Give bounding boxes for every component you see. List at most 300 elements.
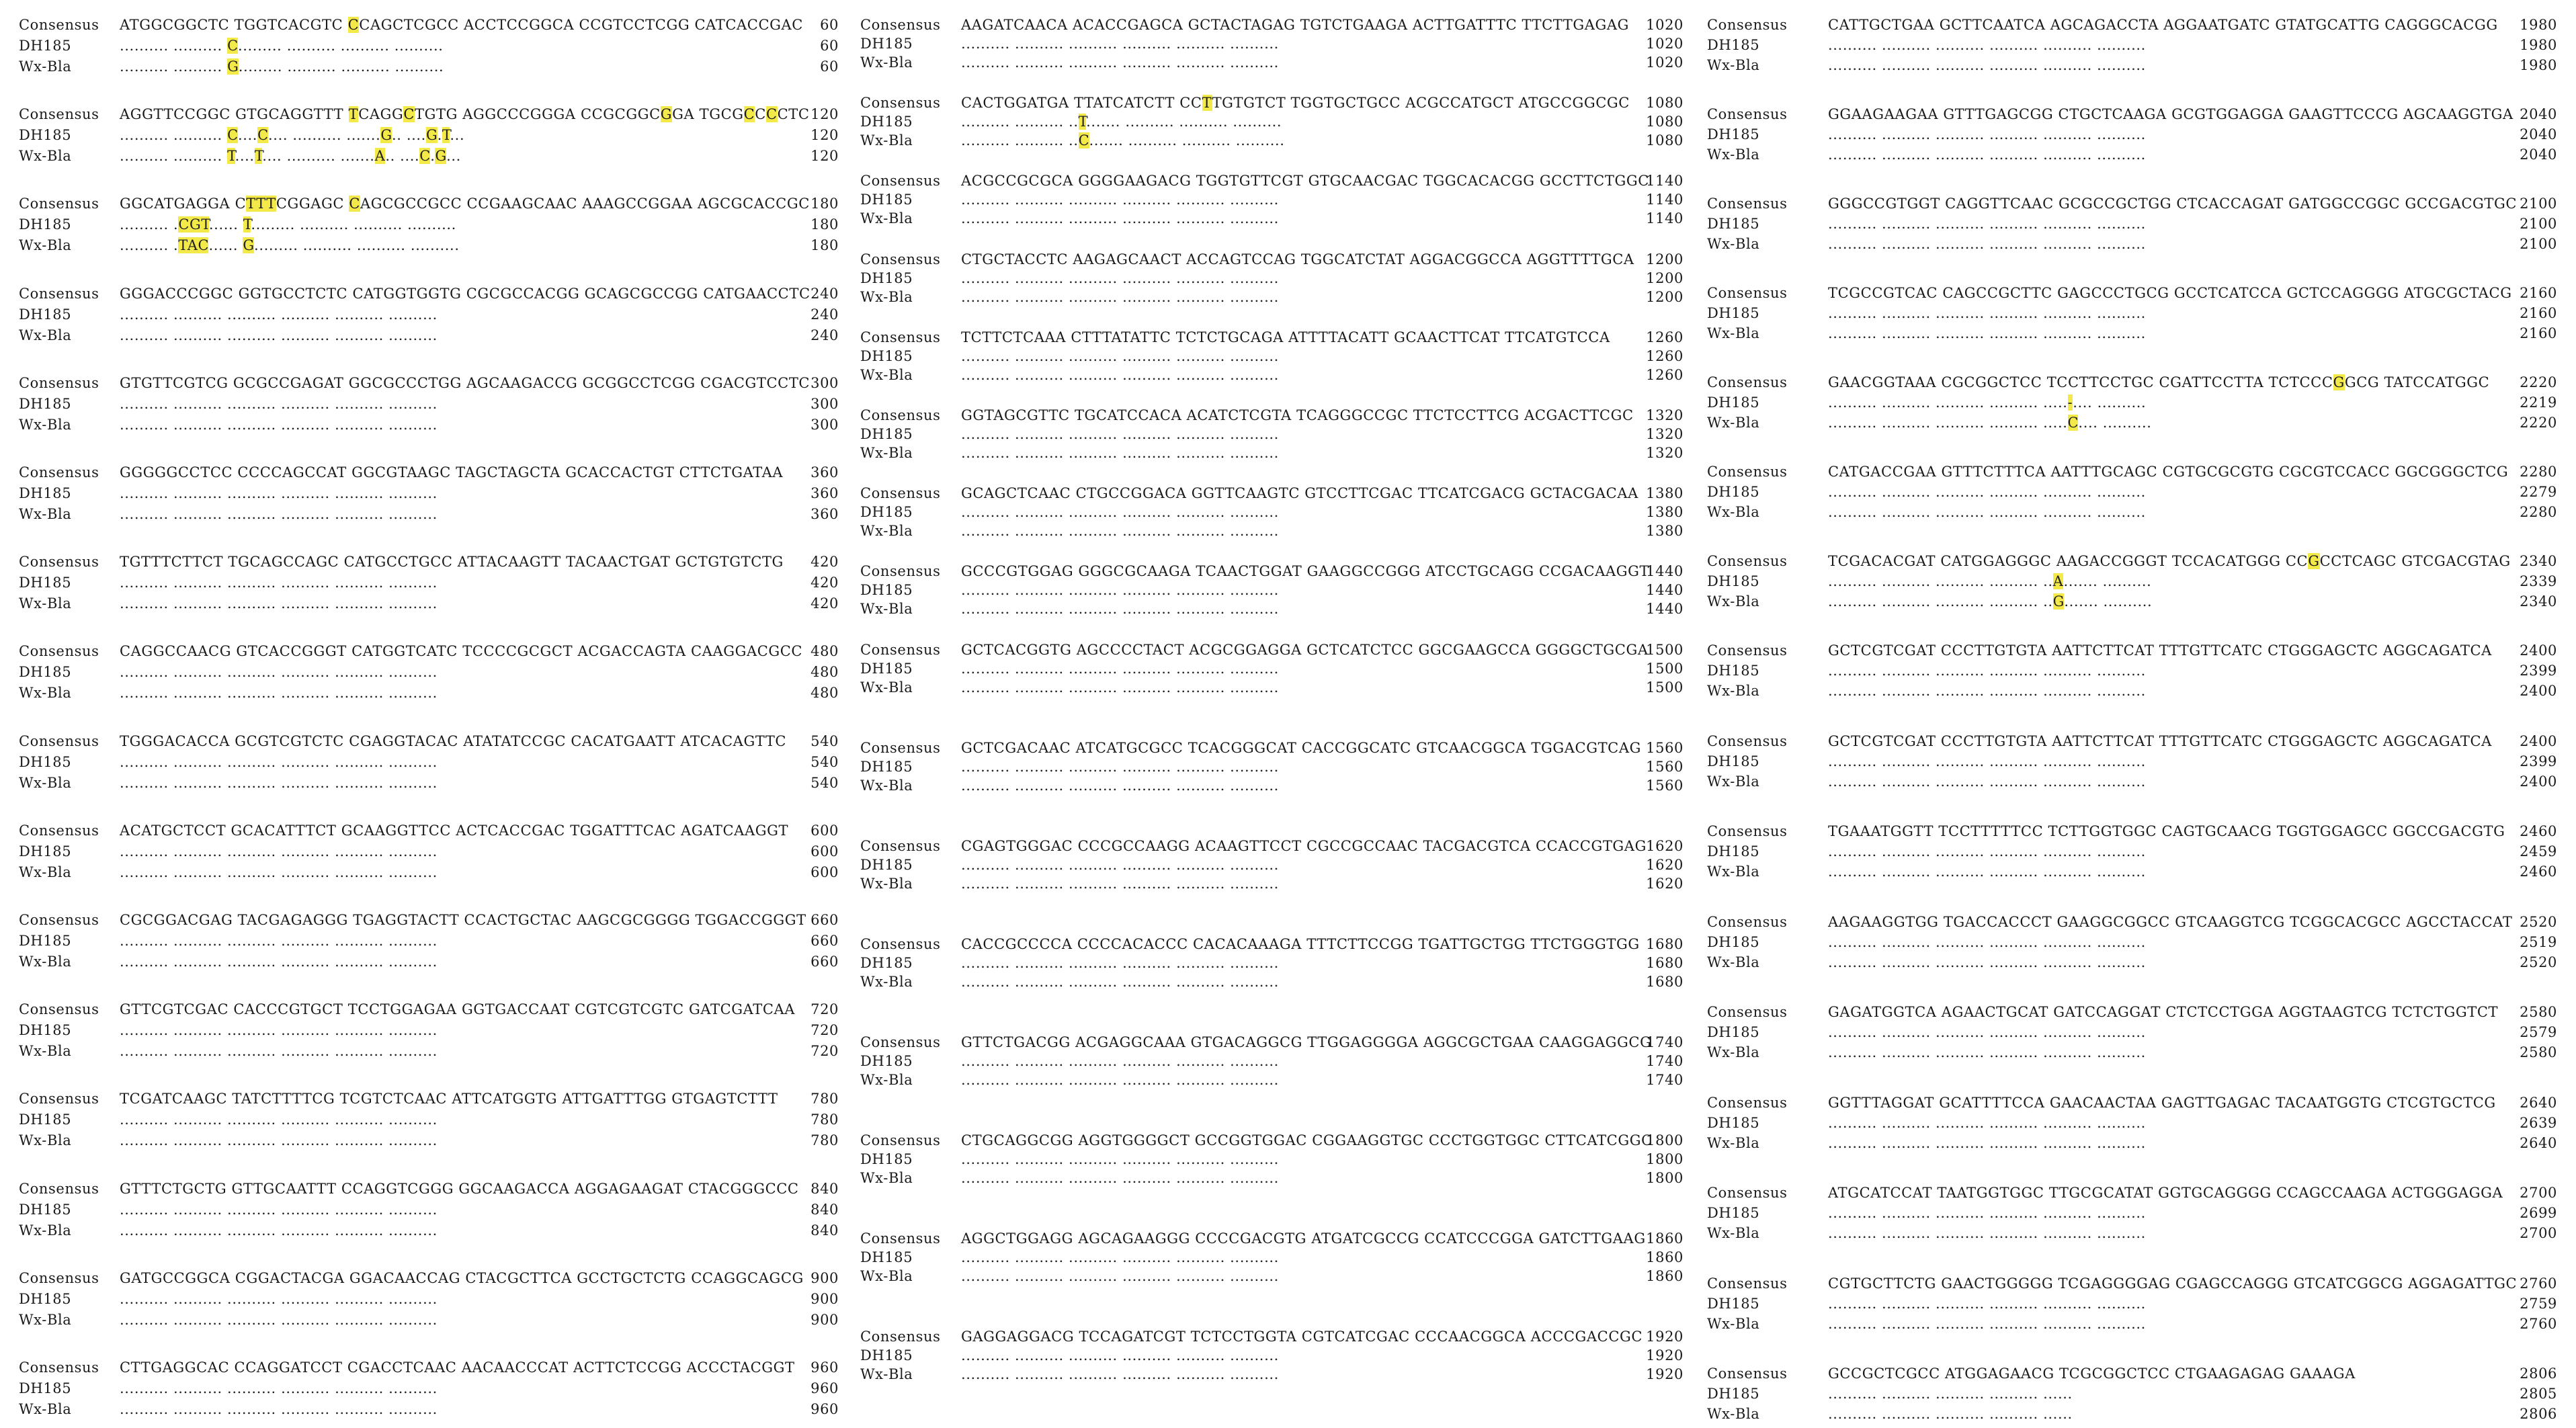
sequence-name-label: DH185 [860,1347,913,1363]
position-number: 60 [820,58,839,75]
position-number: 1380 [1646,485,1684,502]
sequence-name-label: Consensus [860,251,941,267]
sequence-name-label: Wx-Bla [19,1222,72,1238]
position-number: 1320 [1646,407,1684,423]
sequence-name-label: Wx-Bla [860,875,913,892]
sequence-text: .......... .......... .......... .......... .......... .......... [961,1052,1279,1069]
sequence-text: .......... .......... .......... .......... .......... .......... [1828,1134,2146,1151]
position-number: 360 [811,464,839,480]
sequence-name-label: Consensus [19,643,99,660]
sequence-text: GTTCTGACGG ACGAGGCAAA GTGACAGGCG TTGGAGGGGA AGGCGCTGAA CAAGGAGGCG [961,1034,1652,1050]
sequence-name-label: Consensus [19,1001,99,1018]
position-number: 960 [811,1359,839,1376]
sequence-name-label: DH185 [19,1380,72,1396]
sequence-name-label: Wx-Bla [19,685,72,702]
sequence-text: .......... .......... .......... .......... .......... .......... [120,575,438,591]
position-number: 480 [811,685,839,702]
sequence-text: GCTCACGGTG AGCCCCTACT ACGCGGAGGA GCTCATCTCC GGCGAAGCCA GGGGCTGCGA [961,641,1649,658]
sequence-name-label: Wx-Bla [860,1366,913,1382]
position-number: 1560 [1646,758,1684,775]
position-number: 840 [811,1222,839,1238]
sequence-name-label: Consensus [860,837,941,854]
position-number: 2459 [2520,843,2557,859]
position-number: 1380 [1646,523,1684,540]
sequence-text: CGAGTGGGAC CCCGCCAAGG ACAAGTTCCT CGCCGCCAAC TACGACGTCA CCACCGTGAG [961,837,1647,854]
position-number: 1740 [1646,1071,1684,1088]
position-number: 2400 [2520,642,2557,659]
sequence-name-label: Wx-Bla [1707,593,1760,610]
position-number: 1020 [1646,17,1684,33]
position-number: 1740 [1646,1052,1684,1069]
sequence-name-label: DH185 [1707,394,1760,411]
position-number: 2280 [2520,504,2557,520]
sequence-name-label: Consensus [1707,285,1788,301]
sequence-name-label: DH185 [860,504,913,521]
sequence-text: .......... .......... .......... .......... .......... .......... [1828,1295,2146,1312]
position-number: 2700 [2520,1225,2557,1241]
sequence-text: AAGAAGGTGG TGACCACCCT GAAGGCGGCC GTCAAGGTCG TCGGCACGCC AGCCTACCAT [1828,913,2513,930]
sequence-name-label: Consensus [19,912,99,928]
sequence-text: .......... .TAC...... G......... .......... .......... .......... [120,237,460,254]
sequence-name-label: DH185 [860,36,913,52]
sequence-name-label: DH185 [19,664,72,681]
sequence-name-label: Wx-Bla [860,1169,913,1186]
sequence-name-label: DH185 [19,306,72,323]
sequence-name-label: Consensus [1707,17,1788,33]
sequence-text: .......... .......... .......... .......... .......... .......... [1828,504,2146,520]
sequence-text: CATTGCTGAA GCTTCAATCA AGCAGACCTA AGGAATGATC GTATGCATTG CAGGGCACGG [1828,17,2498,33]
position-number: 660 [811,933,839,949]
sequence-text: .......... .......... .......... .......... .......... .......... [120,1290,438,1307]
sequence-name-label: Wx-Bla [860,54,913,71]
sequence-name-label: Consensus [860,739,941,756]
sequence-text: .......... .......... .......... .......... .......... .......... [961,1366,1279,1382]
sequence-text: .......... .......... .......... .......... .......... .......... [1828,843,2146,859]
sequence-text: GGCATGAGGA CTTTCGGAGC CAGCGCCGCC CCGAAGCAAC AAAGCCGGAA AGCGCACCGC [120,196,810,212]
position-number: 1500 [1646,679,1684,696]
sequence-text: .......... .......... .......... .......... .......... .......... [120,1401,438,1417]
sequence-name-label: DH185 [19,1290,72,1307]
sequence-name-label: DH185 [19,1022,72,1039]
sequence-name-label: DH185 [860,426,913,442]
position-number: 660 [811,912,839,928]
sequence-text: .......... .......... .......... .......... .......... .......... [120,664,438,681]
sequence-name-label: Consensus [1707,553,1788,569]
sequence-text: .......... .......... .......... .......... .......... .......... [120,1311,438,1328]
sequence-text: .......... .......... .......... .......... ..A....... .......... [1828,573,2152,589]
sequence-text: .......... .......... .......... .......... .......... .......... [120,506,438,522]
sequence-name-label: DH185 [860,660,913,677]
sequence-name-label: Consensus [1707,1185,1788,1201]
sequence-text: .......... .......... .......... .......... .......... .......... [120,416,438,433]
position-number: 1260 [1646,366,1684,383]
position-number: 2640 [2520,1134,2557,1151]
position-number: 780 [811,1091,839,1107]
sequence-text: .......... .......... .......... .......... .......... .......... [961,758,1279,775]
position-number: 1620 [1646,856,1684,873]
sequence-text: .......... .......... .......... .......... .......... .......... [120,864,438,880]
sequence-text: GCTCGTCGAT CCCTTGTGTA AATTCTTCAT TTTGTTCATC CTGGGAGCTC AGGCAGATCA [1828,642,2492,659]
position-number: 2760 [2520,1275,2557,1292]
sequence-name-label: DH185 [860,347,913,364]
position-number: 1020 [1646,36,1684,52]
sequence-text: ATGCATCCAT TAATGGTGGC TTGCGCATAT GGTGCAGGGG CCAGCCAAGA ACTGGGAGGA [1828,1185,2503,1201]
position-number: 720 [811,1022,839,1039]
position-number: 2100 [2520,216,2557,232]
position-number: 2580 [2520,1044,2557,1060]
sequence-text: .......... .......... ..T....... .......... .......... .......... [961,114,1282,130]
position-number: 2400 [2520,773,2557,790]
sequence-text: .......... .......... .......... .......... .......... .......... [1828,146,2146,163]
sequence-name-label: DH185 [860,114,913,130]
sequence-name-label: DH185 [860,954,913,971]
sequence-text: .......... .......... .......... .......... .......... .......... [120,1380,438,1396]
position-number: 2805 [2520,1386,2557,1402]
position-number: 720 [811,1001,839,1018]
sequence-text: TGTTTCTTCT TGCAGCCAGC CATGCCTGCC ATTACAAGTT TACAACTGAT GCTGTGTCTG [120,554,784,571]
position-number: 1560 [1646,739,1684,756]
sequence-name-label: DH185 [1707,37,1760,53]
sequence-name-label: Wx-Bla [19,58,72,75]
position-number: 1980 [2520,57,2557,73]
position-number: 1620 [1646,837,1684,854]
position-number: 2640 [2520,1094,2557,1111]
position-number: 360 [811,506,839,522]
sequence-text: GGAAGAAGAA GTTTGAGCGG CTGCTCAAGA GCGTGGAGGA GAAGTTCCCG AGCAAGGTGA [1828,106,2513,122]
sequence-text: .......... .......... .......... .......... .......... .......... [961,660,1279,677]
sequence-name-label: DH185 [1707,305,1760,321]
position-number: 960 [811,1401,839,1417]
sequence-text: GTGTTCGTCG GCGCCGAGAT GGCGCCCTGG AGCAAGACCG GCGGCCTCGG CGACGTCCTC [120,374,811,391]
sequence-name-label: Consensus [1707,374,1788,390]
sequence-name-label: Consensus [1707,823,1788,839]
position-number: 2339 [2520,573,2557,589]
position-number: 2520 [2520,913,2557,930]
sequence-text: AAGATCAACA ACACCGAGCA GCTACTAGAG TGTCTGAAGA ACTTGATTTC TTCTTGAGAG [961,17,1630,33]
position-number: 1080 [1646,132,1684,149]
position-number: 180 [811,216,839,233]
sequence-text: .......... .......... .......... .......... .......... .......... [961,426,1279,442]
position-number: 240 [811,306,839,323]
position-number: 2160 [2520,325,2557,341]
position-number: 1620 [1646,875,1684,892]
sequence-name-label: Wx-Bla [860,288,913,305]
position-number: 1560 [1646,777,1684,794]
sequence-text: .......... .......... .......... .......... ...... [1828,1406,2073,1422]
sequence-text: .......... .......... .......... .......... .......... .......... [961,856,1279,873]
sequence-name-label: DH185 [1707,1205,1760,1221]
position-number: 1440 [1646,563,1684,580]
sequence-name-label: Consensus [19,106,99,123]
sequence-name-label: Consensus [1707,1366,1788,1382]
sequence-text: .......... .......... .......... .......... .......... .......... [120,1022,438,1039]
sequence-text: .......... .......... .......... .......... .......... .......... [120,1201,438,1218]
sequence-text: .......... .......... .......... .......... .......... .......... [961,875,1279,892]
sequence-text: .......... .......... .......... .......... .......... .......... [1828,663,2146,679]
sequence-name-label: Consensus [19,464,99,480]
sequence-name-label: Wx-Bla [19,237,72,254]
position-number: 2100 [2520,196,2557,212]
sequence-text: CAGGCCAACG GTCACCGGGT CATGGTCATC TCCCCGCGCT ACGACCAGTA CAAGGACGCC [120,643,803,660]
sequence-text: CACTGGATGA TTATCATCTT CCTTGTGTCT TGGTGCTGCC ACGCCATGCT ATGCCGGCGC [961,95,1630,112]
position-number: 780 [811,1111,839,1128]
position-number: 600 [811,822,839,839]
sequence-name-label: DH185 [1707,843,1760,859]
sequence-text: GCCCGTGGAG GGGCGCAAGA TCAACTGGAT GAAGGCCGGG ATCCTGCAGG CCGACAAGGT [961,563,1650,580]
sequence-text: .......... .......... .......... .......... .......... .......... [961,210,1279,227]
position-number: 180 [811,196,839,212]
sequence-name-label: Wx-Bla [1707,773,1760,790]
sequence-name-label: DH185 [860,582,913,599]
sequence-name-label: Consensus [19,17,99,33]
sequence-name-label: Consensus [1707,913,1788,930]
sequence-name-label: Consensus [860,173,941,190]
position-number: 1320 [1646,426,1684,442]
sequence-text: GGTAGCGTTC TGCATCCACA ACATCTCGTA TCAGGGCCGC TTCTCCTTCG ACGACTTCGC [961,407,1634,423]
sequence-name-label: DH185 [19,485,72,501]
sequence-text: ACGCCGCGCA GGGGAAGACG TGGTGTTCGT GTGCAACGAC TGGCACACGG GCCTTCTGGC [961,173,1649,190]
sequence-text: .......... .......... .......... .......... .......... .......... [961,366,1279,383]
position-number: 1800 [1646,1132,1684,1148]
sequence-name-label: Wx-Bla [1707,325,1760,341]
sequence-text: .......... .......... .......... .......... .......... .......... [1828,1315,2146,1332]
sequence-name-label: Consensus [1707,196,1788,212]
position-number: 2160 [2520,285,2557,301]
position-number: 1440 [1646,582,1684,599]
position-number: 960 [811,1380,839,1396]
position-number: 900 [811,1269,839,1286]
position-number: 2040 [2520,146,2557,163]
position-number: 1320 [1646,445,1684,461]
sequence-name-label: DH185 [1707,1024,1760,1040]
position-number: 420 [811,595,839,612]
sequence-text: .......... .......... .......... .......... .......... .......... [120,1111,438,1128]
sequence-text: .......... .......... .......... .......... .......... .......... [1828,37,2146,53]
sequence-text: .......... .......... .......... .......... .......... .......... [1828,1205,2146,1221]
position-number: 780 [811,1132,839,1149]
position-number: 600 [811,843,839,859]
sequence-name-label: Wx-Bla [19,595,72,612]
sequence-name-label: Wx-Bla [19,1401,72,1417]
position-number: 2340 [2520,553,2557,569]
sequence-text: GGGCCGTGGT CAGGTTCAAC GCGCCGCTGG CTCACCAGAT GATGGCCGGC GCCGACGTGC [1828,196,2518,212]
position-number: 1800 [1646,1150,1684,1167]
position-number: 1980 [2520,37,2557,53]
sequence-name-label: Consensus [860,563,941,580]
sequence-name-label: Consensus [19,374,99,391]
sequence-text: .......... .......... .......... .......... .......... .......... [961,192,1279,208]
sequence-name-label: DH185 [19,395,72,412]
sequence-name-label: DH185 [860,856,913,873]
sequence-text: .......... .......... .......... .......... .......... .......... [961,954,1279,971]
position-number: 2520 [2520,954,2557,970]
position-number: 2699 [2520,1205,2557,1221]
sequence-text: .......... .......... .......... .......... .......... .......... [961,1267,1279,1284]
sequence-text: GTTCGTCGAC CACCCGTGCT TCCTGGAGAA GGTGACCAAT CGTCGTCGTC GATCGATCAA [120,1001,796,1018]
sequence-text: AGGTTCCGGC GTGCAGGTTT TCAGGCTGTG AGGCCCGGGA CCGCGGCGGA TGCGCCCCTC [120,106,810,123]
sequence-name-label: Consensus [860,407,941,423]
sequence-name-label: Consensus [860,95,941,112]
sequence-text: GGGGGCCTCC CCCCAGCCAT GGCGTAAGC TAGCTAGCTA GCACCACTGT CTTCTGATAA [120,464,784,480]
sequence-text: .......... .......... .......... .......... .......... .......... [961,1071,1279,1088]
sequence-text: .......... .......... .......... .......... .......... .......... [961,679,1279,696]
sequence-name-label: Wx-Bla [860,523,913,540]
sequence-text: CTTGAGGCAC CCAGGATCCT CGACCTCAAC AACAACCCAT ACTTCTCCGG ACCCTACGGT [120,1359,795,1376]
sequence-name-label: Consensus [860,1132,941,1148]
position-number: 540 [811,774,839,791]
position-number: 1500 [1646,660,1684,677]
position-number: 2040 [2520,106,2557,122]
sequence-text: .......... .......... .......... .......... .......... .......... [120,1132,438,1149]
position-number: 2160 [2520,305,2557,321]
position-number: 540 [811,732,839,749]
sequence-name-label: Wx-Bla [1707,954,1760,970]
sequence-text: .......... .......... .......... .......... .......... .......... [961,1347,1279,1363]
sequence-text: .......... .......... T....T.... .......... .......A.. ....C.G... [120,148,461,165]
position-number: 1140 [1646,173,1684,190]
sequence-name-label: DH185 [19,753,72,770]
position-number: 2460 [2520,823,2557,839]
sequence-name-label: Wx-Bla [1707,57,1760,73]
sequence-name-label: Consensus [860,935,941,952]
position-number: 1140 [1646,210,1684,227]
position-number: 300 [811,395,839,412]
sequence-text: .......... .......... .......... .......... .......... .......... [1828,325,2146,341]
position-number: 1800 [1646,1169,1684,1186]
sequence-text: .......... .......... .......... .......... .......... .......... [961,1169,1279,1186]
position-number: 2340 [2520,593,2557,610]
sequence-text: TGAAATGGTT TCCTTTTTCC TCTTGGTGGC CAGTGCAACG TGGTGGAGCC GGCCGACGTG [1828,823,2505,839]
position-number: 2280 [2520,464,2557,480]
position-number: 1080 [1646,95,1684,112]
sequence-text: GTTTCTGCTG GTTGCAATTT CCAGGTCGGG GGCAAGACCA AGGAGAAGAT CTACGGGCCC [120,1180,799,1197]
sequence-name-label: Wx-Bla [1707,504,1760,520]
sequence-name-label: Consensus [19,1359,99,1376]
sequence-name-label: Consensus [1707,1004,1788,1020]
sequence-text: .......... .......... .......... .......... .......... .......... [120,1043,438,1060]
position-number: 420 [811,575,839,591]
sequence-text: .......... .......... .......... .......... .......... .......... [1828,126,2146,142]
sequence-text: .......... .......... C......... .......... .......... .......... [120,38,444,54]
sequence-name-label: Wx-Bla [860,973,913,990]
sequence-name-label: Consensus [1707,1094,1788,1111]
sequence-name-label: DH185 [1707,933,1760,950]
sequence-text: .......... .......... .......... .......... .......... .......... [961,1249,1279,1265]
sequence-text: CACCGCCCCA CCCCACACCC CACACAAAGA TTTCTTCCGG TGATTGCTGG TTCTGGGTGG [961,935,1640,952]
sequence-text: ACATGCTCCT GCACATTTCT GCAAGGTTCC ACTCACCGAC TGGATTTCAC AGATCAAGGT [120,822,789,839]
sequence-text: .......... .......... .......... .......... .......... .......... [1828,484,2146,500]
sequence-name-label: Wx-Bla [19,416,72,433]
sequence-text: .......... .......... .......... .......... .......... .......... [961,347,1279,364]
sequence-text: GGTTTAGGAT GCATTTTCCA GAACAACTAA GAGTTGAGAC TACAATGGTG CTCGTGCTCG [1828,1094,2496,1111]
position-number: 1200 [1646,269,1684,286]
position-number: 2580 [2520,1004,2557,1020]
position-number: 2100 [2520,236,2557,252]
sequence-text: .......... .......... .......... .......... .......... .......... [961,54,1279,71]
sequence-name-label: Wx-Bla [860,679,913,696]
sequence-text: .......... .......... .......... .......... .......... .......... [1828,236,2146,252]
sequence-name-label: Wx-Bla [1707,1406,1760,1422]
sequence-name-label: Wx-Bla [1707,1315,1760,1332]
sequence-text: .......... .......... .......... .......... .......... .......... [1828,216,2146,232]
sequence-text: TCGCCGTCAC CAGCCGCTTC GAGCCCTGCG GCCTCATCCA GCTCCAGGGG ATGCGCTACG [1828,285,2512,301]
sequence-text: .......... .......... .......... .......... .......... .......... [961,1150,1279,1167]
sequence-text: .......... .......... .......... .......... .......... .......... [961,777,1279,794]
position-number: 1980 [2520,17,2557,33]
sequence-text: GCAGCTCAAC CTGCCGGACA GGTTCAAGTC GTCCTTCGAC TTCATCGACG GCTACGACAA [961,485,1638,502]
sequence-text: .......... .......... .......... .......... .......... .......... [961,269,1279,286]
position-number: 1860 [1646,1230,1684,1247]
sequence-name-label: Consensus [19,1180,99,1197]
sequence-text: TCTTCTCAAA CTTTATATTC TCTCTGCAGA ATTTTACATT GCAACTTCAT TTCATGTCCA [961,329,1610,345]
position-number: 60 [820,17,839,33]
sequence-text: .......... .......... .......... .......... .......... .......... [1828,753,2146,769]
sequence-name-label: Consensus [860,1328,941,1345]
sequence-name-label: Consensus [860,17,941,33]
sequence-name-label: DH185 [860,1249,913,1265]
position-number: 300 [811,416,839,433]
sequence-text: .......... .......... .......... .......... .......... .......... [1828,773,2146,790]
position-number: 360 [811,485,839,501]
sequence-name-label: DH185 [19,38,72,54]
sequence-name-label: Wx-Bla [1707,1225,1760,1241]
sequence-text: .......... .......... .......... .......... .......... .......... [1828,57,2146,73]
sequence-name-label: Wx-Bla [19,1043,72,1060]
sequence-name-label: Wx-Bla [1707,683,1760,699]
sequence-text: CGTGCTTCTG GAACTGGGGG TCGAGGGGAG CGAGCCAGGG GTCATCGGCG AGGAGATTGC [1828,1275,2518,1292]
sequence-text: GCTCGACAAC ATCATGCGCC TCACGGGCAT CACCGGCATC GTCAACGGCA TGGACGTCAG [961,739,1641,756]
sequence-name-label: Wx-Bla [19,148,72,165]
position-number: 2806 [2520,1406,2557,1422]
position-number: 300 [811,374,839,391]
sequence-text: CATGACCGAA GTTTCTTTCA AATTTGCAGC CGTGCGCGTG CGCGTCCACC GGCGGGCTCG [1828,464,2509,480]
position-number: 60 [820,38,839,54]
sequence-text: .......... .......... .......... .......... .......... .......... [961,601,1279,618]
sequence-name-label: DH185 [19,933,72,949]
position-number: 600 [811,864,839,880]
sequence-text: .......... .......... .......... .......... .......... .......... [961,36,1279,52]
sequence-text: .......... .......... .......... .......... .......... .......... [1828,1114,2146,1131]
position-number: 2220 [2520,415,2557,431]
sequence-name-label: DH185 [860,1150,913,1167]
sequence-text: .......... .......... .......... .......... .......... .......... [120,954,438,970]
sequence-name-label: Wx-Bla [860,1071,913,1088]
position-number: 1380 [1646,504,1684,521]
sequence-name-label: DH185 [860,758,913,775]
sequence-name-label: Wx-Bla [1707,1134,1760,1151]
position-number: 2700 [2520,1185,2557,1201]
position-number: 480 [811,643,839,660]
position-number: 240 [811,285,839,302]
position-number: 2400 [2520,683,2557,699]
position-number: 120 [811,148,839,165]
sequence-text: CTGCAGGCGG AGGTGGGGCT GCCGGTGGAC CGGAAGGTGC CCCTGGTGGC CTTCATCGGC [961,1132,1653,1148]
sequence-name-label: DH185 [1707,216,1760,232]
sequence-text: .......... .......... .......... .......... .......... .......... [120,933,438,949]
sequence-name-label: Consensus [19,1269,99,1286]
position-number: 1860 [1646,1249,1684,1265]
sequence-name-label: DH185 [1707,753,1760,769]
position-number: 1080 [1646,114,1684,130]
sequence-name-label: Wx-Bla [860,132,913,149]
sequence-name-label: Wx-Bla [1707,415,1760,431]
position-number: 1020 [1646,54,1684,71]
sequence-text: CGCGGACGAG TACGAGAGGG TGAGGTACTT CCACTGCTAC AAGCGCGGGG TGGACCGGGT [120,912,806,928]
position-number: 660 [811,954,839,970]
sequence-name-label: Consensus [19,285,99,302]
sequence-text: .......... .......... .......... .......... .......... .......... [120,306,438,323]
position-number: 1200 [1646,288,1684,305]
